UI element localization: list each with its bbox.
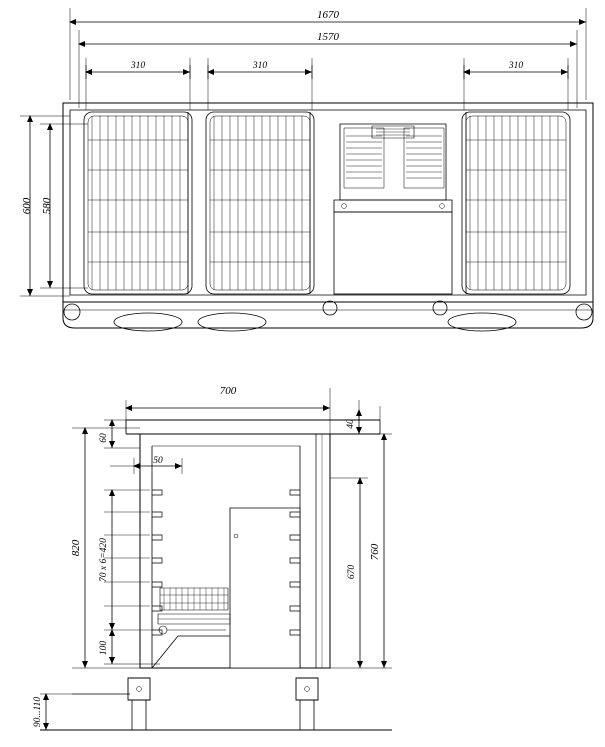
grille-2 [206, 112, 314, 294]
condensing-unit [334, 124, 452, 294]
dim-grille-1: 310 [130, 61, 146, 71]
dim-leg-adjust: 90...110 [33, 696, 43, 728]
dim-height-820: 820 [70, 539, 82, 557]
dim-base-100: 100 [99, 640, 109, 656]
dim-overall-width: 1670 [317, 9, 339, 21]
grille-1 [84, 112, 192, 294]
top-view-group [20, 8, 593, 331]
dim-height-760: 760 [369, 543, 381, 561]
dim-offset-60: 60 [99, 433, 109, 443]
dim-offset-40: 40 [346, 419, 356, 429]
dim-inner-width: 1570 [317, 31, 339, 43]
dim-offset-50: 50 [153, 456, 163, 466]
grille-3 [462, 112, 570, 294]
dim-width-700: 700 [219, 385, 237, 397]
evaporator-detail [152, 588, 230, 668]
dim-shelf-pitch: 70 x 6=420 [99, 538, 109, 582]
section-view-group [40, 388, 392, 730]
dim-grille-2: 310 [252, 61, 268, 71]
dim-height-670: 670 [347, 564, 357, 580]
dim-inner-depth: 580 [41, 197, 53, 215]
dim-grille-3: 310 [508, 61, 524, 71]
dim-overall-depth: 600 [21, 197, 33, 215]
